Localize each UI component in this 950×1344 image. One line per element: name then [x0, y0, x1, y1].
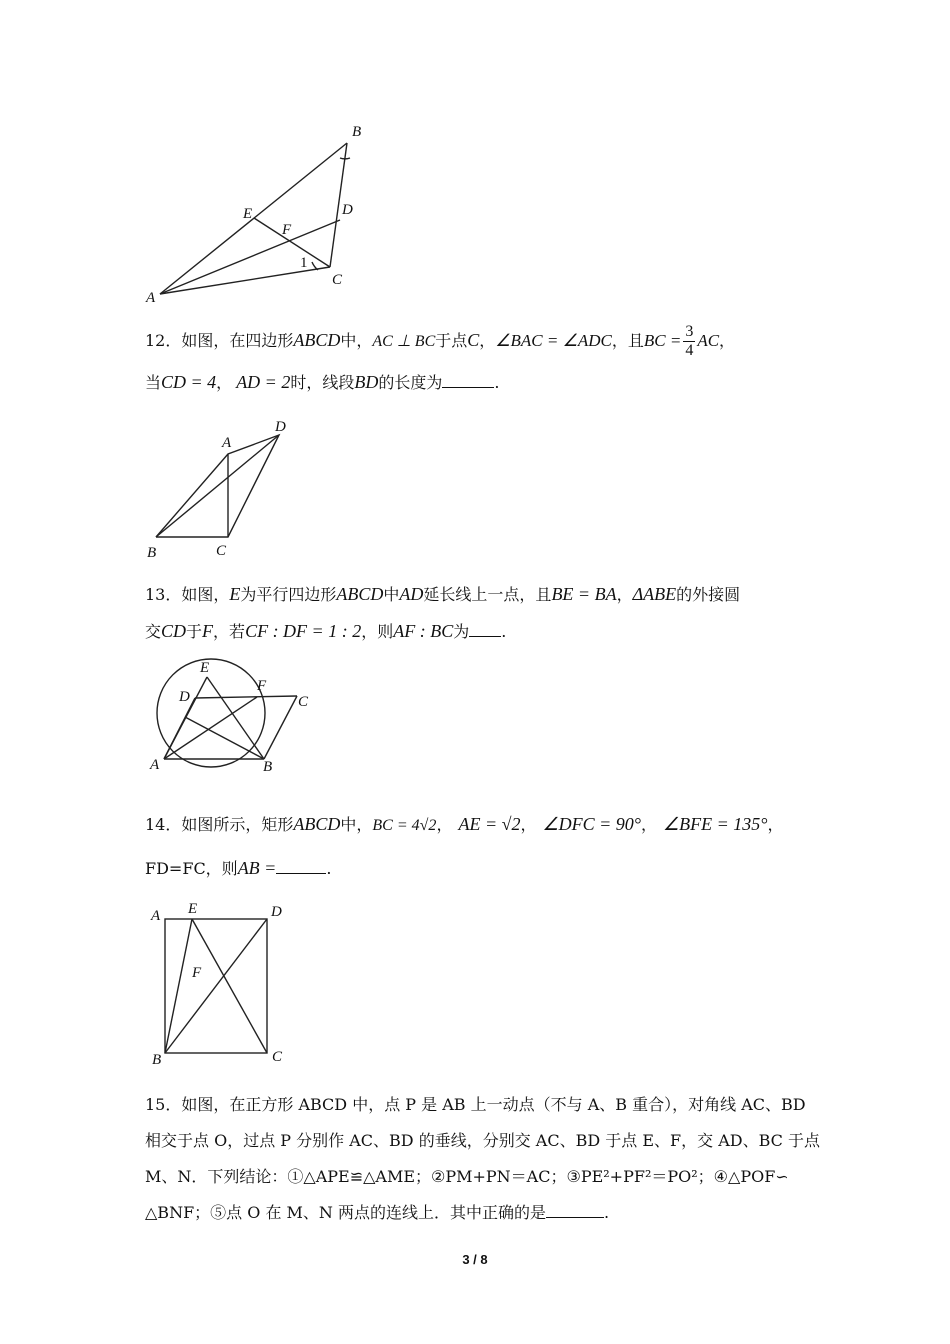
text: . — [326, 859, 332, 878]
label-D: D — [179, 689, 190, 705]
label-D: D — [342, 202, 353, 218]
label-B: B — [263, 759, 273, 775]
text: . — [604, 1203, 610, 1222]
math: AF : BC — [393, 621, 454, 641]
text: ， — [436, 815, 453, 834]
text: 交 — [145, 622, 162, 641]
text: 为平行四边形 — [240, 585, 337, 604]
math: AC — [697, 331, 720, 350]
text: . — [494, 373, 500, 392]
question-13 — [145, 576, 815, 650]
math: AC ⊥ BC — [372, 333, 436, 350]
math: ∠BAC = ∠ADC — [495, 331, 612, 350]
text: 为 — [453, 622, 470, 641]
text: 中， — [340, 815, 373, 834]
label-C: C — [272, 1049, 283, 1065]
math: BC = 4√2 — [372, 817, 437, 834]
q15-line-2: 相交于点 O，过点 P 分别作 AC、BD 的垂线，分别交 AC、BD 于点 E、F，交 AD、BC 于点 — [145, 1131, 820, 1150]
text: 的长度为 — [378, 373, 443, 392]
text: 如图，在四边形 — [181, 331, 294, 350]
text: 如图所示，矩形 — [181, 815, 294, 834]
text: FD=FC，则 — [145, 859, 238, 878]
label-1: 1 — [300, 255, 308, 271]
math: CF : DF = 1 : 2 — [245, 621, 362, 641]
answer-blank[interactable] — [442, 373, 494, 388]
text: 于 — [186, 622, 203, 641]
text: 当 — [145, 373, 162, 392]
label-C: C — [298, 694, 309, 710]
text: ， — [216, 373, 233, 392]
q15-line-1: 15．如图，在正方形 ABCD 中，点 P 是 AB 上一动点（不与 A、B 重合），对角线 AC、BD — [145, 1095, 806, 1114]
text: ， — [640, 815, 657, 834]
label-A: A — [151, 908, 161, 924]
text: ， — [616, 585, 633, 604]
question-14 — [145, 806, 815, 887]
text: ，则 — [361, 622, 394, 641]
text: ， — [767, 815, 784, 834]
math: ∠DFC = 90° — [542, 814, 641, 834]
text: 延长线上一点，且 — [423, 585, 552, 604]
math: AD — [399, 584, 424, 604]
text: . — [501, 622, 507, 641]
math: AB = — [237, 858, 277, 878]
text: 于点 — [435, 331, 468, 350]
figure-13 — [0, 655, 950, 780]
q15-line-3: M、N．下列结论：①△APE≌△AME；②PM+PN＝AC；③PE²+PF²＝PO²；④△POF∽ — [145, 1167, 789, 1186]
text: ， — [719, 331, 736, 350]
text: ，若 — [213, 622, 246, 641]
fraction — [683, 323, 695, 360]
math: BC = — [643, 331, 682, 350]
answer-blank[interactable] — [546, 1203, 604, 1218]
math: AE = √2 — [458, 814, 521, 834]
text: 的外接圆 — [676, 585, 741, 604]
math: ΔABE — [632, 584, 677, 604]
text: 中 — [383, 585, 400, 604]
label-F: F — [257, 678, 267, 694]
math: BE = BA — [551, 584, 617, 604]
label-B: B — [352, 124, 362, 140]
question-12 — [145, 318, 815, 401]
figure-14 — [0, 898, 950, 1068]
label-F: F — [192, 965, 202, 981]
label-D: D — [271, 904, 282, 920]
text: 时，线段 — [290, 373, 355, 392]
label-B: B — [152, 1052, 162, 1068]
label-A: A — [150, 757, 160, 773]
text: ，且 — [611, 331, 644, 350]
math: ∠BFE = 135° — [662, 814, 768, 834]
question-number: 14． — [145, 815, 182, 834]
math: CD = 4 — [161, 372, 217, 392]
math: ABCD — [293, 330, 341, 350]
answer-blank[interactable] — [276, 859, 326, 874]
label-E: E — [200, 660, 210, 676]
math: BD — [354, 372, 379, 392]
label-C: C — [332, 272, 343, 288]
numerator: 3 — [685, 323, 694, 340]
text: 如图， — [181, 585, 230, 604]
page-number: 3 / 8 — [462, 1252, 488, 1267]
label-C: C — [216, 543, 227, 559]
text: ， — [520, 815, 537, 834]
math: F — [202, 621, 214, 641]
label-B: B — [147, 545, 157, 561]
q15-line-4: △BNF；⑤点 O 在 M、N 两点的连线上．其中正确的是 — [145, 1203, 547, 1222]
figure-11 — [0, 0, 950, 320]
label-A: A — [146, 290, 156, 306]
math: AD = 2 — [236, 372, 291, 392]
math: ABCD — [336, 584, 384, 604]
math: ABCD — [293, 814, 341, 834]
answer-blank[interactable] — [469, 622, 501, 637]
label-A: A — [222, 435, 232, 451]
math: CD — [161, 621, 187, 641]
question-number: 12． — [145, 331, 182, 350]
label-F: F — [282, 222, 292, 238]
denominator: 4 — [685, 342, 694, 359]
label-D: D — [275, 419, 286, 435]
label-E: E — [243, 206, 253, 222]
text: 中， — [340, 331, 373, 350]
math: E — [229, 584, 241, 604]
question-number: 13． — [145, 585, 182, 604]
label-E: E — [188, 901, 198, 917]
figure-12 — [0, 410, 950, 565]
question-15 — [145, 1087, 820, 1231]
math: C — [467, 330, 480, 350]
text: ， — [479, 331, 496, 350]
